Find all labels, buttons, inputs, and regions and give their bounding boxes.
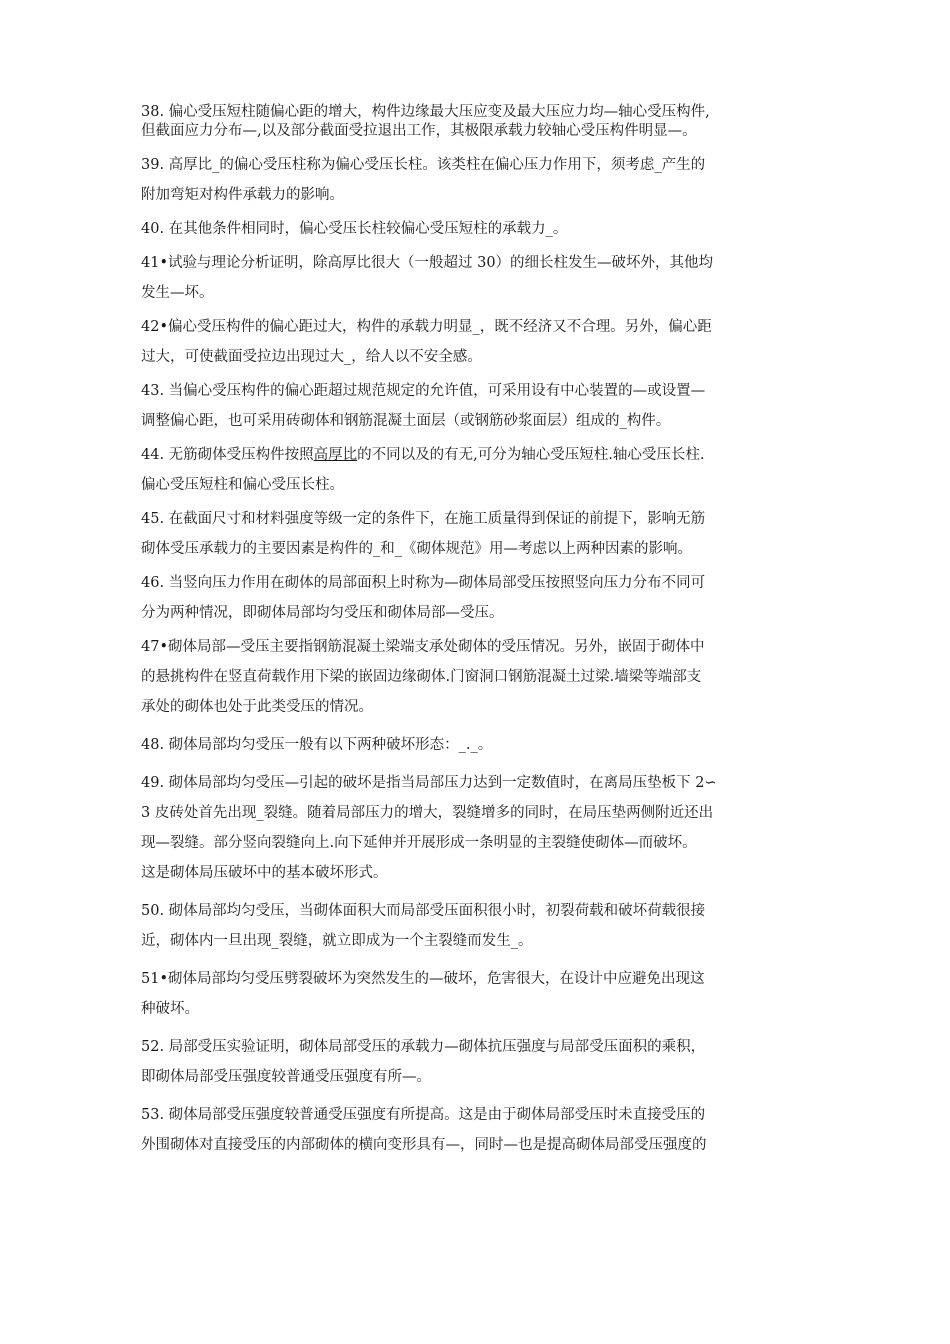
question-47 — [141, 632, 813, 722]
question-line: 53. 砌体局部受压强度较普通受压强度有所提高。这是由于砌体局部受压时未直接受压的 — [141, 1107, 706, 1123]
question-38 — [141, 103, 813, 141]
question-line: 分为两种情况，即砌体局部均匀受压和砌体局部—受压。 — [141, 605, 504, 621]
question-49 — [141, 768, 813, 888]
question-45 — [141, 504, 813, 564]
question-line: 45. 在截面尺寸和材料强度等级一定的条件下，在施工质量得到保证的前提下，影响无筋 — [141, 511, 706, 527]
question-line: 近，砌体内一旦出现_裂缝，就立即成为一个主裂缝而发生_。 — [141, 933, 533, 949]
question-42 — [141, 312, 813, 372]
question-line — [141, 440, 813, 470]
question-39 — [141, 150, 813, 210]
question-line: 承处的砌体也处于此类受压的情况。 — [141, 699, 373, 715]
question-line: 50. 砌体局部均匀受压，当砌体面积大而局部受压面积很小时，初裂荷载和破坏荷载很接 — [141, 903, 706, 919]
question-line: 调整偏心距，也可采用砖砌体和钢筋混凝土面层（或钢筋砂浆面层）组成的_构件。 — [141, 413, 671, 429]
document-body — [141, 103, 813, 1160]
question-44 — [141, 440, 813, 500]
question-line: 39. 高厚比_的偏心受压柱称为偏心受压长柱。该类柱在偏心压力作用下，须考虑_产生的 — [141, 157, 706, 173]
question-41 — [141, 248, 813, 308]
underlined-term: 高厚比 — [313, 447, 358, 463]
question-line: 3 皮砖处首先出现_裂缝。随着局部压力的增大，裂缝增多的同时，在局压垫两侧附近还出 — [141, 805, 714, 821]
question-46 — [141, 568, 813, 628]
question-50 — [141, 896, 813, 956]
question-line: 偏心受压短柱和偏心受压长柱。 — [141, 477, 344, 493]
question-line: 过大，可使截面受拉边出现过大_，给人以不安全感。 — [141, 349, 482, 365]
question-text: 的不同以及的有无,可分为轴心受压短柱.轴心受压长柱. — [357, 447, 705, 463]
question-line: 46. 当竖向压力作用在砌体的局部面积上时称为—砌体局部受压按照竖向压力分布不同可 — [141, 575, 706, 591]
question-text: 44. 无筋砌体受压构件按照 — [141, 447, 314, 463]
question-line: 42•偏心受压构件的偏心距过大，构件的承载力明显_，既不经济又不合理。另外，偏心距 — [141, 319, 712, 335]
question-43 — [141, 376, 813, 436]
question-line: 43. 当偏心受压构件的偏心距超过规范规定的允许值，可采用设有中心装置的—或设置— — [141, 383, 706, 399]
question-line: 现—裂缝。部分竖向裂缝向上.向下延伸并开展形成一条明显的主裂缝使砌体—而破坏。 — [141, 835, 697, 851]
question-line: 52. 局部受压实验证明，砌体局部受压的承载力—砌体抗压强度与局部受压面积的乘积， — [141, 1039, 706, 1055]
question-48 — [141, 730, 813, 760]
question-line: 38. 偏心受压短柱随偏心距的增大，构件边缘最大压应变及最大压应力均—轴心受压构件, — [141, 104, 710, 120]
question-40 — [141, 214, 813, 244]
question-line: 砌体受压承载力的主要因素是构件的_和_《砌体规范》用—考虑以上两种因素的影响。 — [141, 541, 692, 557]
question-line: 这是砌体局压破坏中的基本破坏形式。 — [141, 865, 388, 881]
question-line: 但截面应力分布—,以及部分截面受拉退出工作，其极限承载力较轴心受压构件明显—。 — [141, 123, 697, 139]
question-53 — [141, 1100, 813, 1160]
question-line: 即砌体局部受压强度较普通受压强度有所—。 — [141, 1069, 431, 1085]
question-line: 外围砌体对直接受压的内部砌体的横向变形具有—，同时—也是提高砌体局部受压强度的 — [141, 1137, 707, 1153]
question-51 — [141, 964, 813, 1024]
question-line: 51•砌体局部均匀受压劈裂破坏为突然发生的—破坏，危害很大，在设计中应避免出现这 — [141, 971, 705, 987]
question-line: 40. 在其他条件相同时，偏心受压长柱较偏心受压短柱的承载力_。 — [141, 221, 568, 237]
question-line: 47•砌体局部—受压主要指钢筋混凝土梁端支承处砌体的受压情况。另外，嵌固于砌体中 — [141, 639, 705, 655]
question-line: 41•试验与理论分析证明，除高厚比很大（一般超过 30）的细长柱发生—破坏外，其他均 — [141, 255, 714, 271]
question-line: 种破坏。 — [141, 1001, 199, 1017]
question-line: 49. 砌体局部均匀受压—引起的破坏是指当局部压力达到一定数值时，在离局压垫板下 2∽ — [141, 775, 717, 791]
question-line: 发生—坏。 — [141, 285, 214, 301]
question-52 — [141, 1032, 813, 1092]
question-line: 的悬挑构件在竖直荷载作用下梁的嵌固边缘砌体.门窗洞口钢筋混凝土过梁.墙梁等端部支 — [141, 669, 702, 685]
question-line: 附加弯矩对构件承载力的影响。 — [141, 187, 344, 203]
question-line: 48. 砌体局部均匀受压一般有以下两种破坏形态：_._。 — [141, 737, 493, 753]
